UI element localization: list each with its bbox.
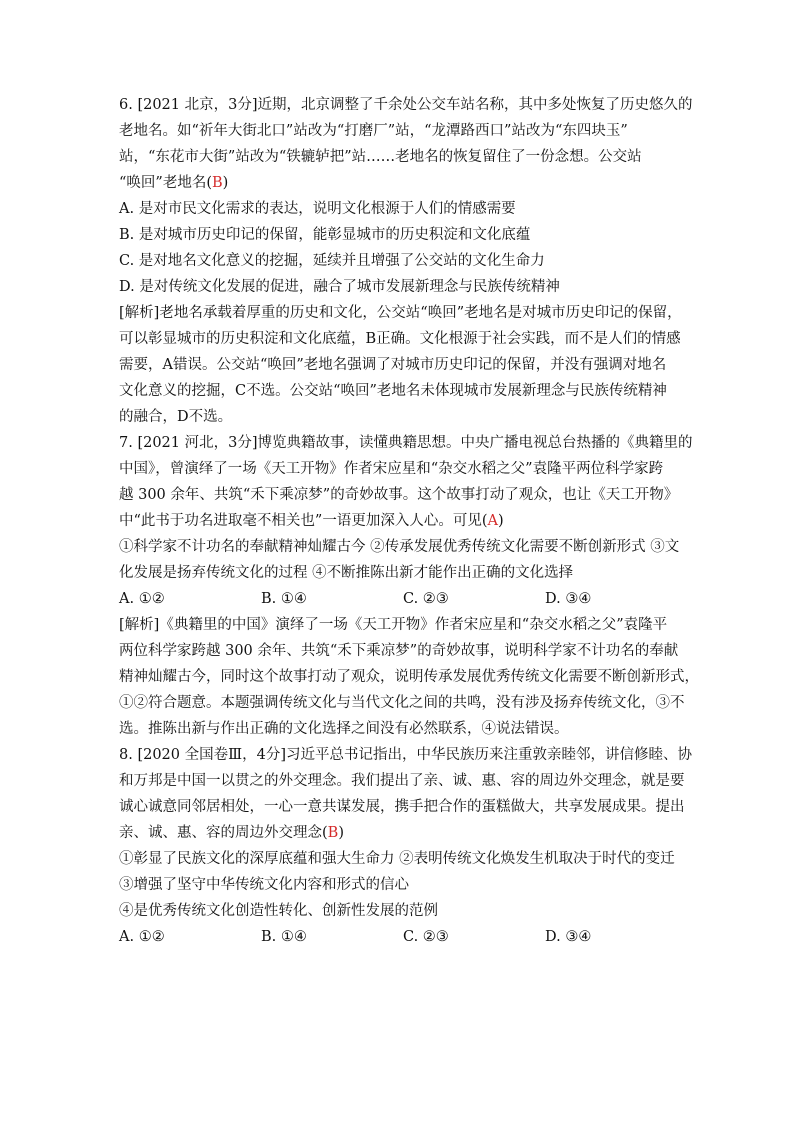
options-row	[119, 924, 689, 950]
option-d: D. 是对传统文化发展的促进，融合了城市发展新理念与民族传统精神	[119, 279, 560, 295]
stem-prefix: 中“此书于功名进取毫不相关也”一语更加深入人心。可见(	[119, 513, 488, 529]
answer-mark: A	[487, 513, 498, 529]
question-stem-line: 越 300 余年、共筑“禾下乘凉梦”的奇妙故事。这个故事打动了观众，也让《天工开物》	[119, 487, 679, 503]
question-8	[119, 742, 692, 950]
question-stem-line: 6. [2021 北京，3分]近期，北京调整了千余处公交车站名称，其中多处恢复了历史悠久的	[119, 97, 693, 113]
statement-line: ③增强了坚守中华传统文化内容和形式的信心	[119, 877, 409, 893]
option-a: A. ①②	[119, 929, 165, 945]
document-page	[119, 92, 699, 950]
question-stem-last-line	[119, 508, 689, 534]
question-stem-line: 8. [2020 全国卷Ⅲ，4分]习近平总书记指出，中华民族历来注重敦亲睦邻，讲信修睦、协	[119, 747, 692, 763]
question-stem-line: 7. [2021 河北，3分]博览典籍故事，读懂典籍思想。中央广播电视总台热播的《典籍里的	[119, 435, 693, 451]
option-b: B. ①④	[261, 591, 307, 607]
question-stem-line: 中国》，曾演绎了一场《天工开物》作者宋应星和“杂交水稻之父”袁隆平两位科学家跨	[119, 461, 664, 477]
statement-line: ④是优秀传统文化创造性转化、创新性发展的范例	[119, 903, 438, 919]
stem-suffix: )	[222, 175, 229, 191]
question-stem-last-line	[119, 170, 689, 196]
analysis-line: 需要，A错误。公交站“唤回”老地名强调了对城市历史印记的保留，并没有强调对地名	[119, 357, 667, 373]
option-b: B. 是对城市历史印记的保留，能彰显城市的历史积淀和文化底蕴	[119, 227, 531, 243]
analysis-line: ①②符合题意。本题强调传统文化与当代文化之间的共鸣，没有涉及扬弃传统文化，③不	[119, 695, 685, 711]
question-stem-line: 诚心诚意同邻居相处，一心一意共谋发展，携手把合作的蛋糕做大，共享发展成果。提出	[119, 799, 685, 815]
analysis-line: 两位科学家跨越 300 余年、共筑“禾下乘凉梦”的奇妙故事，说明科学家不计功名的奉献	[119, 643, 679, 659]
statement-line: ①科学家不计功名的奉献精神灿耀古今 ②传承发展优秀传统文化需要不断创新形式 ③文	[119, 539, 680, 555]
question-stem-last-line	[119, 820, 689, 846]
question-stem-line: 老地名。如“祈年大街北口”站改为“打磨厂”站，“龙潭路西口”站改为“东四块玉”	[119, 123, 628, 139]
question-7	[119, 430, 699, 742]
analysis-line: 精神灿耀古今，同时这个故事打动了观众，说明传承发展优秀传统文化需要不断创新形式，	[119, 669, 699, 685]
option-b: B. ①④	[261, 929, 307, 945]
stem-suffix: )	[338, 825, 344, 841]
analysis-line: 文化意义的挖掘，C不选。公交站“唤回”老地名未体现城市发展新理念与民族传统精神	[119, 383, 667, 399]
option-c: C. ②③	[403, 591, 449, 607]
option-c: C. 是对地名文化意义的挖掘，延续并且增强了公交站的文化生命力	[119, 253, 545, 269]
option-a: A. 是对市民文化需求的表达，说明文化根源于人们的情感需要	[119, 201, 516, 217]
answer-mark: B	[211, 175, 223, 191]
stem-prefix: “唤回”老地名(	[119, 175, 212, 191]
question-stem-line: 站，“东花市大街”站改为“铁辘轳把”站……老地名的恢复留住了一份念想。公交站	[119, 149, 642, 165]
question-6	[119, 92, 693, 430]
stem-prefix: 亲、诚、惠、容的周边外交理念(	[119, 825, 328, 841]
option-d: D. ③④	[545, 929, 592, 945]
statement-line: 化发展是扬弃传统文化的过程 ④不断推陈出新才能作出正确的文化选择	[119, 565, 574, 581]
option-c: C. ②③	[403, 929, 449, 945]
stem-suffix: )	[497, 513, 504, 529]
options-row	[119, 586, 689, 612]
option-a: A. ①②	[119, 591, 165, 607]
analysis-line: [解析]老地名承载着厚重的历史和文化，公交站“唤回”老地名是对城市历史印记的保留，	[119, 305, 682, 321]
statement-line: ①彰显了民族文化的深厚底蕴和强大生命力 ②表明传统文化焕发生机取决于时代的变迁	[119, 851, 675, 867]
analysis-line: 的融合，D不选。	[119, 409, 233, 425]
analysis-line: 可以彰显城市的历史积淀和文化底蕴，B正确。文化根源于社会实践，而不是人们的情感	[119, 331, 681, 347]
option-d: D. ③④	[545, 591, 592, 607]
question-stem-line: 和万邦是中国一以贯之的外交理念。我们提出了亲、诚、惠、容的周边外交理念，就是要	[119, 773, 685, 789]
analysis-line: 选。推陈出新与作出正确的文化选择之间没有必然联系，④说法错误。	[119, 721, 569, 737]
answer-mark: B	[327, 825, 339, 841]
analysis-line: [解析]《典籍里的中国》演绎了一场《天工开物》作者宋应星和“杂交水稻之父”袁隆平	[119, 617, 668, 633]
